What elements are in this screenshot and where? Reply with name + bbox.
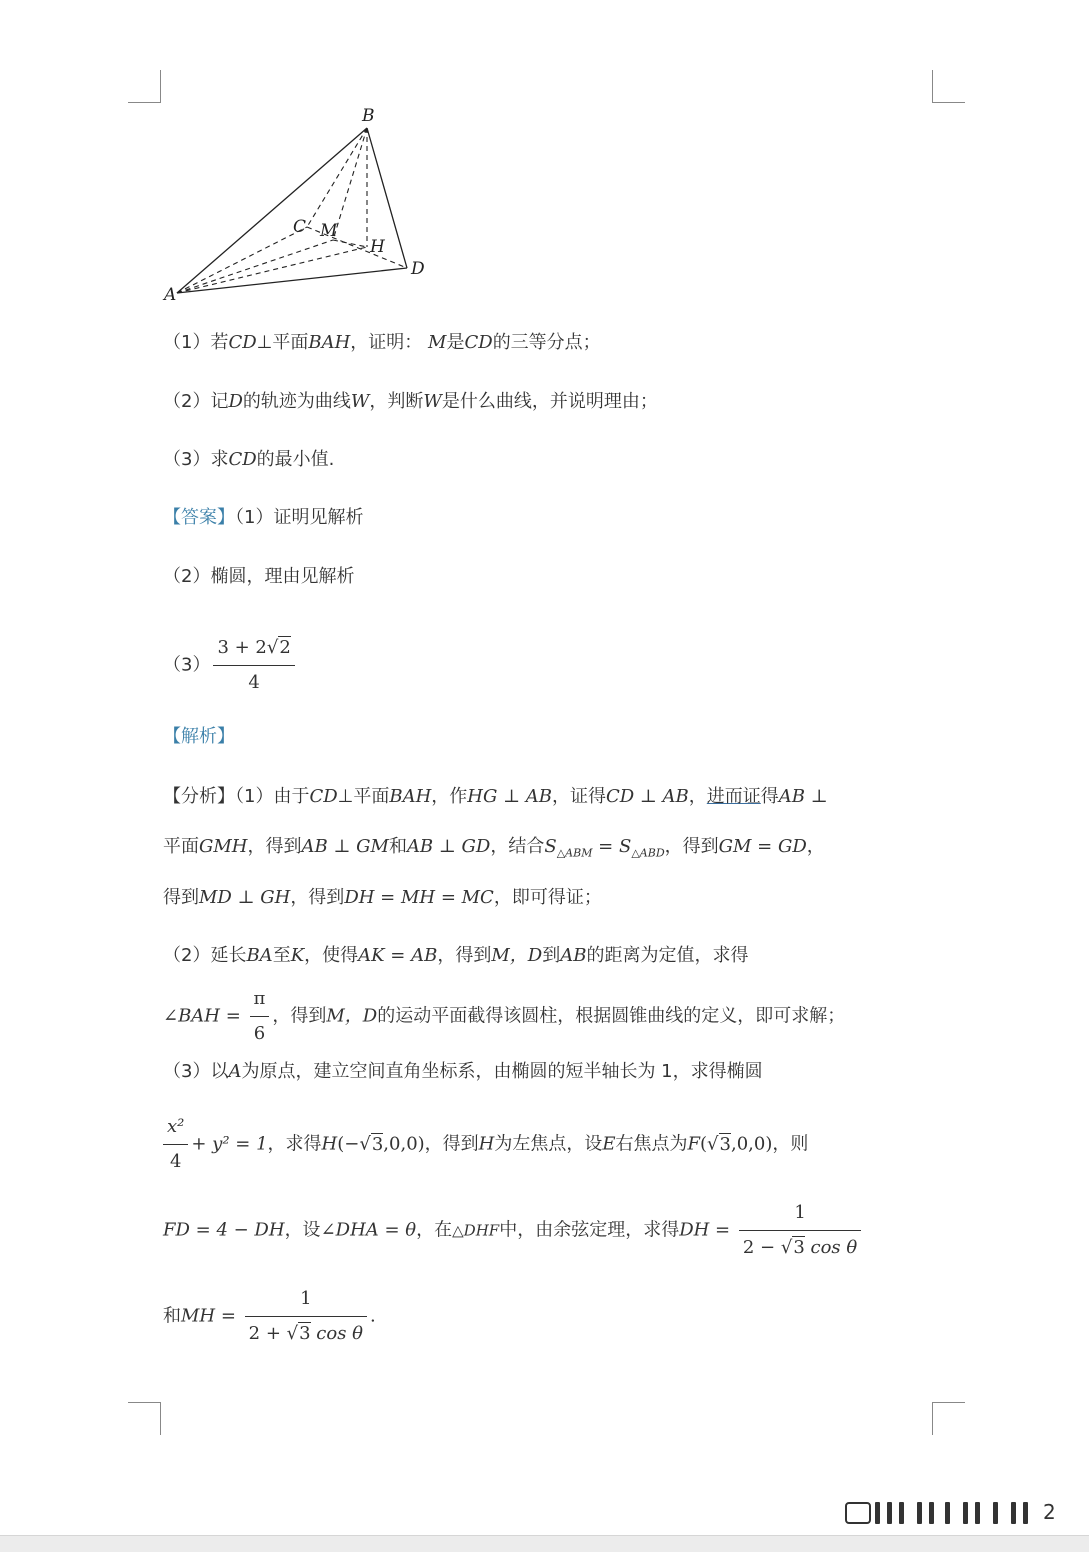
corner-mark-bottom-right bbox=[932, 1402, 965, 1435]
edge-AH bbox=[177, 247, 367, 293]
analysis-p1-line-3: 得到MD ⊥ GH，得到DH = MH = MC，即可得证； bbox=[163, 887, 602, 908]
edge-AD bbox=[177, 268, 407, 293]
analysis-p3-line-4: 和MH = $\frac{1}{\text{2 + √3 cos θ}}$ . bbox=[163, 1284, 376, 1349]
dh-fraction: $\frac{1}{\text{2 − √3 cos θ}}$ bbox=[739, 1198, 861, 1263]
ellipse-x-fraction: $\frac{\text{x²}}{4}$ bbox=[163, 1112, 188, 1177]
edge-BC bbox=[307, 128, 367, 227]
answer-line-3: （3） $\frac{3 + 2√2}{4}$ bbox=[163, 633, 298, 698]
edge-BM bbox=[333, 128, 367, 240]
answer-3-fraction: $\frac{3 + 2√2}{4}$ bbox=[213, 633, 294, 698]
label-A: A bbox=[164, 285, 177, 305]
bottom-scrollbar[interactable] bbox=[0, 1535, 1089, 1552]
label-H: H bbox=[370, 237, 385, 257]
answer-line-1: 【答案】（1）证明见解析 bbox=[163, 507, 364, 528]
analysis-heading bbox=[163, 722, 235, 752]
question-3: （3）求CD的最小值. bbox=[163, 449, 335, 470]
page-scroll-indicator[interactable] bbox=[845, 1496, 1060, 1530]
question-1: （1）若CD⊥平面BAH，证明： M是CD的三等分点； bbox=[163, 332, 601, 353]
edge-AB bbox=[177, 128, 367, 293]
analysis-p1-line-1: 【分析】（1）由于CD⊥平面BAH，作HG ⊥ AB，证得CD ⊥ AB，进而证得AB ⊥ bbox=[163, 786, 828, 807]
pi-over-6-fraction: $\frac{\pi}{6}$ bbox=[250, 984, 270, 1049]
label-M: M bbox=[320, 221, 338, 241]
corner-mark-top-right bbox=[932, 70, 965, 103]
analysis-tag: 【解析】 bbox=[163, 726, 235, 747]
corner-mark-bottom-left bbox=[128, 1402, 161, 1435]
question-2: （2）记D的轨迹为曲线W，判断W是什么曲线，并说明理由； bbox=[163, 391, 658, 412]
analysis-p1-line-2: 平面GMH，得到AB ⊥ GM和AB ⊥ GD，结合$S_{\triangle ABM} = S_{\triangle ABD}$，得到GM = GD， bbox=[163, 836, 825, 860]
answer-line-2: （2）椭圆，理由见解析 bbox=[163, 566, 355, 587]
label-B: B bbox=[362, 106, 375, 126]
tetrahedron-figure bbox=[155, 100, 445, 310]
analysis-p3-line-1: （3）以A为原点，建立空间直角坐标系，由椭圆的短半轴长为 1，求得椭圆 bbox=[163, 1061, 763, 1082]
analysis-p3-line-2: $\frac{\text{x²}}{4}$ + y² = 1，求得H(−√3,0,0)，得到H为左焦点，设E右焦点为F(√3,0,0)，则 bbox=[163, 1112, 808, 1177]
mh-fraction: $\frac{1}{\text{2 + √3 cos θ}}$ bbox=[245, 1284, 367, 1349]
label-C: C bbox=[293, 217, 307, 237]
analysis-p2-line-2: ∠BAH = $\frac{\pi}{6}$ ，得到M，D的运动平面截得该圆柱，根据圆锥曲线的定义，即可求解； bbox=[163, 984, 845, 1049]
corner-mark-top-left bbox=[128, 70, 161, 103]
answer-tag: 【答案】 bbox=[163, 507, 235, 528]
edge-MH bbox=[333, 240, 367, 247]
analysis-p3-line-3: FD = 4 − DH，设∠DHA = θ，在△DHF中，由余弦定理，求得DH = $\frac{1}{\text{2 − √3 cos θ}}$ bbox=[163, 1198, 864, 1263]
label-D: D bbox=[411, 259, 425, 279]
page-number: 2 bbox=[1043, 1500, 1056, 1524]
analysis-p2-line-1: （2）延长BA至K，使得AK = AB，得到M，D到AB的距离为定值，求得 bbox=[163, 945, 749, 966]
